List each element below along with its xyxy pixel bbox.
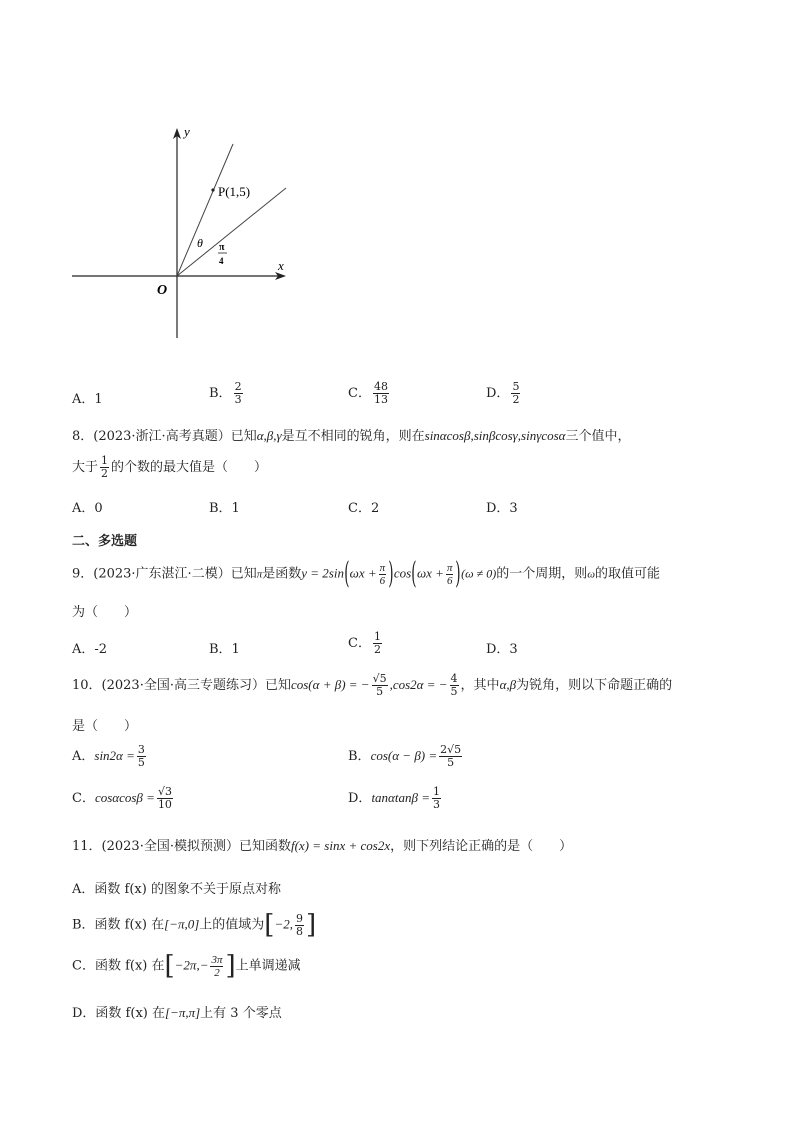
q11-d-interval: [−π,π] bbox=[164, 1005, 201, 1020]
q10-d-num: 1 bbox=[432, 785, 440, 798]
q9-text-c: 的一个周期，则 bbox=[496, 566, 588, 582]
q11-fx: f(x) = sinx + cos2x bbox=[290, 838, 391, 853]
q10-frac-2 bbox=[450, 673, 459, 698]
ray-op bbox=[177, 144, 233, 276]
q10-b-frac bbox=[439, 744, 462, 769]
q10-c-frac bbox=[157, 786, 173, 811]
q8-option-c: C．2 bbox=[348, 501, 380, 516]
q10-option-b bbox=[348, 744, 464, 769]
q10-frac-1-num: √5 bbox=[372, 672, 387, 685]
q11-c-int: −2π,− bbox=[174, 957, 209, 973]
q9-line-2: 为（ ） bbox=[72, 605, 138, 620]
q7-option-b bbox=[209, 381, 245, 406]
q10-line-1 bbox=[72, 673, 672, 698]
q8-option-a: A．0 bbox=[72, 501, 103, 516]
q7-d-frac bbox=[511, 381, 520, 406]
q10-text-c: 为锐角，则以下命题正确的 bbox=[516, 678, 673, 693]
q11-b-text-a: B．函数 f(x) 在 bbox=[72, 917, 165, 933]
q9-frac-1 bbox=[379, 562, 387, 587]
q10-a-expr: sin2α = bbox=[94, 748, 135, 763]
label-point: P(1,5) bbox=[218, 184, 251, 199]
label-4: 4 bbox=[219, 256, 224, 266]
q9-c-frac bbox=[373, 631, 382, 656]
q7-b-den: 3 bbox=[234, 393, 242, 406]
q11-text-b: ，则下列结论正确的是（ ） bbox=[390, 839, 573, 854]
q7-option-c bbox=[348, 381, 391, 406]
q11-option-c bbox=[72, 953, 301, 979]
q8-text-d: 大于 bbox=[72, 460, 99, 475]
q9-frac-2 bbox=[446, 562, 454, 587]
q11-b-frac bbox=[295, 913, 304, 938]
q7-c-den: 13 bbox=[373, 393, 388, 406]
q11-text-a: 11．(2023·全国·模拟预测）已知函数 bbox=[72, 839, 291, 854]
q9-option-d: D．3 bbox=[486, 642, 518, 657]
q11-c-den: 2 bbox=[214, 966, 220, 979]
q10-b-expr: cos(α − β) = bbox=[370, 748, 438, 763]
q11-d-text-a: D．函数 f(x) 在 bbox=[72, 1006, 165, 1021]
q9-option-c bbox=[348, 631, 384, 656]
q11-option-a: A．函数 f(x) 的图象不关于原点对称 bbox=[72, 882, 281, 897]
q7-b-prefix: B． bbox=[209, 386, 232, 401]
q8-text-b: 是互不相同的锐角，则在 bbox=[281, 429, 425, 444]
q10-d-den: 3 bbox=[432, 798, 440, 811]
q10-c-expr: cosαcosβ = bbox=[94, 790, 155, 805]
q9-c-num: 1 bbox=[373, 630, 381, 643]
q11-b-bracket-open: [ bbox=[264, 910, 275, 940]
q11-c-text-a: C．函数 f(x) 在 bbox=[72, 958, 165, 974]
q11-b-num: 9 bbox=[295, 911, 303, 925]
q10-a-prefix: A． bbox=[72, 749, 95, 764]
q9-cond: (ω ≠ 0) bbox=[461, 566, 497, 581]
q8-vars: α,β,γ bbox=[256, 428, 282, 443]
q7-option-a: A．1 bbox=[72, 392, 103, 407]
q7-c-frac bbox=[373, 381, 389, 406]
q10-b-den: 5 bbox=[447, 756, 455, 769]
q10-b-num: 2√5 bbox=[440, 743, 462, 756]
q9-paren-close-1: ) bbox=[388, 556, 394, 591]
point-p bbox=[211, 188, 214, 191]
q9-frac-1-den: 6 bbox=[379, 574, 386, 587]
q10-cos-ab: cos(α + β) = − bbox=[290, 677, 370, 692]
q10-a-num: 3 bbox=[137, 743, 145, 756]
q10-c-num: √3 bbox=[157, 785, 172, 798]
ray-pi-4 bbox=[177, 188, 286, 276]
q9-inner-1: ωx + bbox=[349, 565, 377, 581]
q9-text-a: 9．(2023·广东湛江·二模）已知 bbox=[72, 566, 257, 582]
q9-func-a: y = 2sin bbox=[301, 565, 344, 581]
q10-text-b: ，其中 bbox=[460, 678, 500, 693]
q7-c-prefix: C． bbox=[348, 386, 371, 401]
q10-a-den: 5 bbox=[137, 756, 145, 769]
q8-line-2 bbox=[72, 455, 267, 480]
section-heading-multi-choice: 二、多选题 bbox=[72, 534, 138, 549]
q11-c-frac bbox=[210, 954, 223, 979]
q8-expr: sinαcosβ,sinβcosγ,sinγcosα bbox=[424, 428, 566, 443]
q9-option-a: A．-2 bbox=[72, 642, 108, 657]
q10-frac-2-num: 4 bbox=[450, 672, 458, 685]
q11-c-bracket-close: ] bbox=[225, 951, 236, 981]
q10-option-d bbox=[348, 786, 443, 811]
q9-frac-2-den: 6 bbox=[446, 574, 453, 587]
q9-omega: ω bbox=[587, 568, 596, 581]
q10-c-den: 10 bbox=[157, 798, 172, 811]
q10-option-a bbox=[72, 744, 148, 769]
q11-c-num: 3π bbox=[211, 953, 223, 966]
q9-frac-1-num: π bbox=[379, 561, 386, 574]
angle-figure bbox=[60, 118, 300, 348]
label-origin: O bbox=[157, 283, 168, 298]
q10-d-expr: tanαtanβ = bbox=[371, 790, 430, 805]
q10-c-prefix: C． bbox=[72, 791, 95, 806]
q7-c-num: 48 bbox=[373, 380, 388, 393]
q10-frac-1-den: 5 bbox=[376, 685, 384, 698]
q9-paren-open-2: ( bbox=[411, 556, 417, 591]
q7-b-num: 2 bbox=[234, 380, 242, 393]
q10-a-frac bbox=[137, 744, 146, 769]
q10-frac-1 bbox=[372, 673, 388, 698]
q8-text-e: 的个数的最大值是（ ） bbox=[111, 460, 268, 475]
q9-text-b: 是函数 bbox=[262, 566, 302, 582]
q11-d-text-b: 上有 3 个零点 bbox=[200, 1006, 282, 1021]
q11-c-bracket-open: [ bbox=[164, 951, 175, 981]
q9-paren-open-1: ( bbox=[344, 556, 350, 591]
q11-b-val: −2, bbox=[274, 916, 293, 932]
q11-option-d bbox=[72, 1002, 282, 1021]
q9-pi: π bbox=[256, 568, 263, 581]
q10-frac-2-den: 5 bbox=[450, 685, 458, 698]
q7-d-prefix: D． bbox=[486, 386, 510, 401]
q9-cos: cos bbox=[393, 565, 412, 581]
q9-paren-close-2: ) bbox=[455, 556, 461, 591]
q7-d-den: 2 bbox=[512, 393, 520, 406]
q8-half-den: 2 bbox=[101, 467, 109, 480]
q9-c-den: 2 bbox=[373, 643, 381, 656]
label-theta: θ bbox=[197, 236, 203, 250]
q9-text-d: 的取值可能 bbox=[595, 566, 661, 582]
q11-b-text-b: 上的值域为 bbox=[199, 917, 265, 933]
q7-b-frac bbox=[234, 381, 243, 406]
q10-b-prefix: B． bbox=[348, 749, 371, 764]
q7-d-num: 5 bbox=[512, 380, 520, 393]
q8-option-b: B．1 bbox=[209, 501, 240, 516]
label-pi: π bbox=[219, 242, 225, 253]
q10-line-2: 是（ ） bbox=[72, 719, 138, 734]
q11-b-interval: [−π,0] bbox=[164, 916, 200, 932]
q11-c-text-b: 上单调递减 bbox=[235, 958, 301, 974]
q11-option-b bbox=[72, 912, 316, 938]
q9-c-prefix: C． bbox=[348, 636, 371, 651]
q10-ab: α,β bbox=[499, 677, 517, 692]
q8-line-1 bbox=[72, 425, 631, 444]
q9-option-b: B．1 bbox=[209, 642, 240, 657]
q9-inner-2: ωx + bbox=[416, 565, 444, 581]
label-y: y bbox=[184, 124, 190, 139]
q8-half bbox=[100, 455, 109, 480]
q9-line-1 bbox=[72, 556, 661, 591]
q11-b-bracket-close: ] bbox=[305, 910, 317, 940]
q10-d-frac bbox=[432, 786, 441, 811]
q10-d-prefix: D． bbox=[348, 791, 372, 806]
q8-option-d: D．3 bbox=[486, 501, 518, 516]
q8-half-num: 1 bbox=[101, 454, 109, 467]
q10-cos2a: ,cos2α = − bbox=[389, 677, 448, 692]
q11-line-1 bbox=[72, 835, 572, 854]
q11-b-den: 8 bbox=[295, 924, 303, 938]
q9-frac-2-num: π bbox=[446, 561, 453, 574]
q8-text-c: 三个值中， bbox=[565, 429, 631, 444]
q7-option-d bbox=[486, 381, 522, 406]
q10-option-c bbox=[72, 786, 175, 811]
q8-text-a: 8．(2023·浙江·高考真题）已知 bbox=[72, 429, 257, 444]
q10-text-a: 10．(2023·全国·高三专题练习）已知 bbox=[72, 678, 291, 693]
label-x: x bbox=[278, 258, 284, 273]
